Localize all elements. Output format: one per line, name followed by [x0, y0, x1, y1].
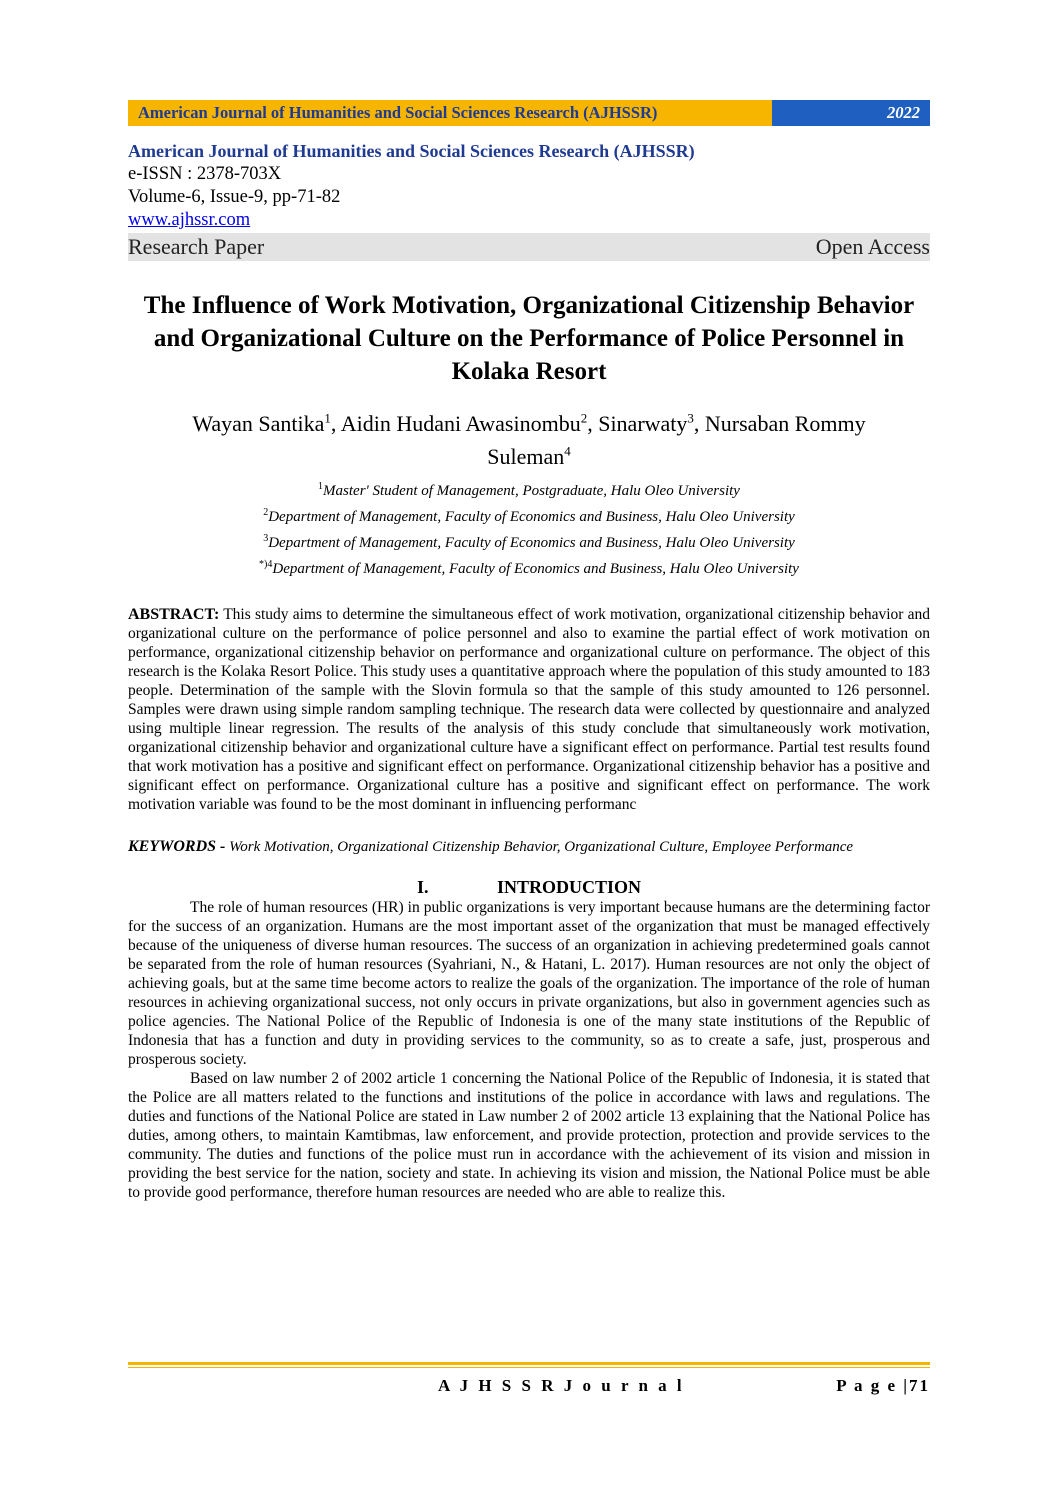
journal-banner [128, 100, 930, 126]
author: Nursaban Rommy Suleman$^4$ [487, 411, 866, 469]
keywords-text: Work Motivation, Organizational Citizenship Behavior, Organizational Culture, Employee Performance [229, 838, 854, 855]
footer-rule-thin [128, 1367, 930, 1368]
introduction-body [128, 898, 930, 1202]
footer-journal: A J H S S R J o u r n a l [438, 1376, 685, 1395]
keywords [128, 836, 930, 858]
abstract-text: This study aims to determine the simultaneous effect of work motivation, organizational citizenship behavior and organizational culture on the performance of police personnel and also to examine the partial effect of work motivation on performance, organizational citizenship behavior on performance and organizational culture on performance. The object of this research is the Kolaka Resort Police. This study uses a quantitative approach where the population of this study amounted to 183 people. Determination of the sample with the Slovin formula so that the sample of this study amounted to 126 personnel. Samples were drawn using simple random sampling technique. The research data were collected by questionnaire and analyzed using multiple linear regression. The results of the analysis of this study conclude that simultaneously work motivation, organizational citizenship behavior and organizational culture have a significant effect on performance. Partial test results found that work motivation has a positive and significant effect on performance. Organizational citizenship behavior has a positive and significant effect on performance. Organizational culture has a positive and significant effect on performance. The work motivation variable was found to be the most dominant in influencing performanc [128, 605, 930, 813]
author: Sinarwaty$^3$, [598, 411, 705, 437]
access-type: Open Access [815, 234, 930, 259]
paragraph: The role of human resources (HR) in public organizations is very important because humans are the determining factor for the success of an organization. Humans are the most important asset of the organization that must be managed effectively because of the uniqueness of diverse human resources. The success of an organization in achieving predetermined goals cannot be separated from the role of human resources (Syahriani, N., & Hatani, L. 2017). Human resources are not only the object of achieving goals, but at the same time become actors to realize the goals of the organization. The importance of the role of human resources in achieving organizational success, not only occurs in private organizations, but also in government agencies such as police agencies. The National Police of the Republic of Indonesia is one of the many state institutions of the Republic of Indonesia that has a function and duty in providing services to the community, so as to create a safe, just, prosperous and prosperous society. [128, 898, 930, 1068]
page-footer [128, 1362, 930, 1396]
website-link[interactable]: www.ajhssr.com [128, 210, 251, 230]
abstract [128, 605, 930, 814]
affiliation: $^1$Master' Student of Management, Postgraduate, Halu Oleo University [318, 480, 740, 499]
paper-title: The Influence of Work Motivation, Organizational Citizenship Behavior and Organizational Culture on the Performance of Police Personnel in Kolaka Resort [143, 292, 915, 385]
affiliation: $^2$Department of Management, Faculty of Economics and Business, Halu Oleo University [263, 506, 795, 525]
paragraph: Based on law number 2 of 2002 article 1 concerning the National Police of the Republic of Indonesia, it is stated that the Police are all matters related to the functions and institutions of the police in accordance with laws and regulations. The duties and functions of the National Police are stated in Law number 2 of 2002 article 13 explaining that the National Police has duties, among others, to maintain Kamtibmas, law enforcement, and provide protection, protection and provide services to the community. The duties and functions of the police must run in accordance with the achievement of its vision and mission in providing the best service for the nation, society and state. In achieving its vision and mission, the National Police must be able to provide good performance, therefore human resources are needed who are able to realize this. [128, 1069, 930, 1201]
section-number: I. [416, 876, 429, 897]
footer-rule [128, 1362, 930, 1365]
section-heading [128, 876, 930, 898]
section-title: INTRODUCTION [496, 876, 642, 897]
meta-volume: Volume-6, Issue-9, pp-71-82 [128, 187, 341, 207]
paper-type: Research Paper [128, 234, 265, 259]
author: Wayan Santika$^1$, [192, 411, 341, 437]
abstract-label: ABSTRACT: [128, 605, 220, 623]
affiliation: $^3$Department of Management, Faculty of Economics and Business, Halu Oleo University [263, 532, 795, 551]
paper-page [128, 100, 930, 1202]
banner-journal-name: American Journal of Humanities and Social Sciences Research (AJHSSR) [128, 100, 772, 126]
page-number: 71 [909, 1376, 930, 1395]
meta-issn: e-ISSN : 2378-703X [128, 164, 282, 184]
author: Aidin Hudani Awasinombu$^2$, [340, 411, 599, 437]
paper-type-bar [128, 233, 930, 261]
keywords-label: KEYWORDS - [128, 837, 226, 855]
affiliation: $^{*)4}$Department of Management, Faculty of Economics and Business, Halu Oleo University [259, 558, 799, 577]
meta-journal-name: American Journal of Humanities and Social Sciences Research (AJHSSR) [128, 141, 695, 161]
banner-year: 2022 [772, 100, 930, 126]
footer-page: P a g e |71 [836, 1376, 930, 1395]
affiliation-list [128, 476, 930, 580]
journal-meta [128, 140, 930, 261]
author-list [128, 405, 930, 470]
